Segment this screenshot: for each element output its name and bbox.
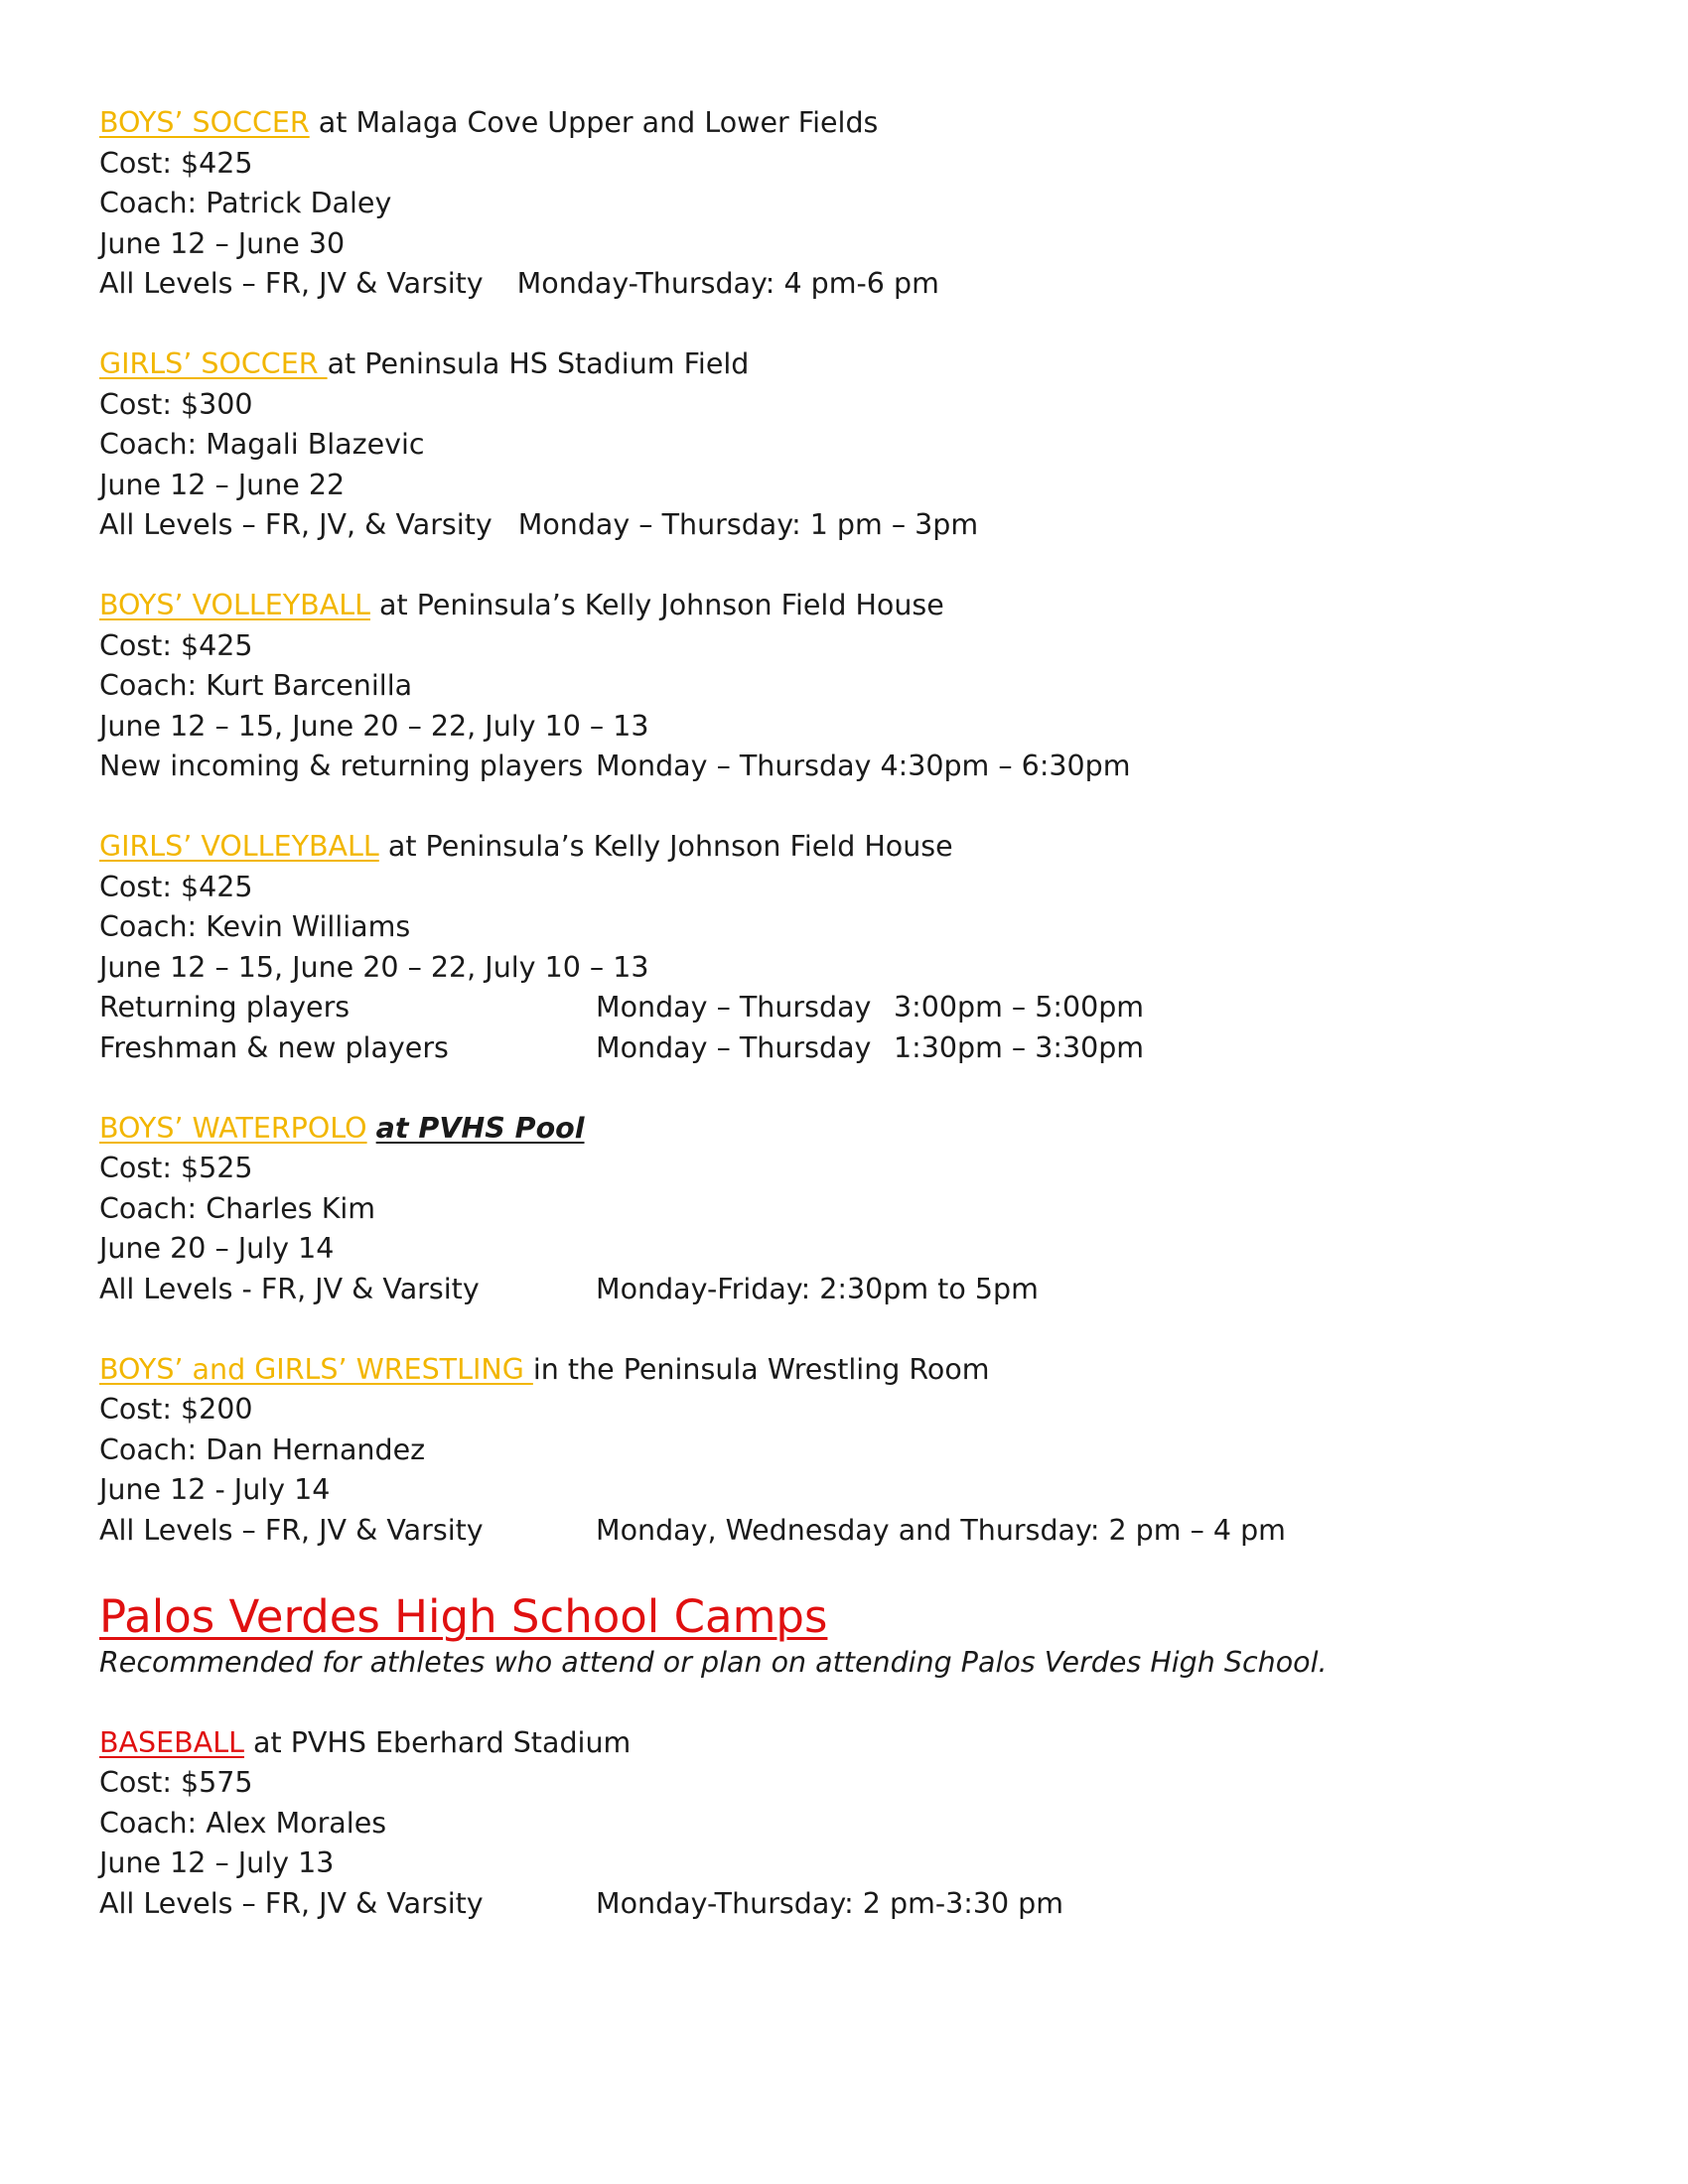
- level: All Levels – FR, JV & Varsity: [99, 1886, 484, 1920]
- coach: Coach: Dan Hernandez: [99, 1433, 426, 1466]
- time: 1:30pm – 3:30pm: [894, 1030, 1145, 1064]
- camp-schedule-page: [99, 103, 1589, 1965]
- schedule: Monday-Friday: 2:30pm to 5pm: [596, 1272, 1039, 1305]
- sport-title[interactable]: BOYS’ VOLLEYBALL: [99, 589, 370, 621]
- schedule: Monday, Wednesday and Thursday: 2 pm – 4 pm: [596, 1513, 1286, 1547]
- cost: Cost: $425: [99, 870, 253, 903]
- camp-boys-volleyball: [99, 586, 1589, 787]
- cost: Cost: $425: [99, 628, 253, 662]
- location: in the Peninsula Wrestling Room: [532, 1352, 990, 1386]
- sport-title[interactable]: BOYS’ SOCCER: [99, 106, 310, 139]
- days: Monday – Thursday: [596, 991, 872, 1024]
- cost: Cost: $575: [99, 1766, 253, 1799]
- group: Freshman & new players: [99, 1030, 449, 1064]
- coach: Coach: Patrick Daley: [99, 187, 392, 219]
- sport-title[interactable]: GIRLS’ VOLLEYBALL: [99, 830, 379, 863]
- level: New incoming & returning players: [99, 750, 584, 782]
- sport-title[interactable]: BOYS’ WATERPOLO: [99, 1111, 367, 1145]
- cost: Cost: $425: [99, 146, 253, 180]
- days: Monday – Thursday: [596, 1030, 872, 1064]
- coach: Coach: Kevin Williams: [99, 910, 411, 943]
- schedule: Monday-Thursday: 2 pm-3:30 pm: [596, 1886, 1064, 1920]
- dates: June 12 – June 30: [99, 226, 346, 260]
- camp-boys-soccer: [99, 103, 1589, 305]
- location: at Peninsula HS Stadium Field: [327, 347, 750, 380]
- camp-girls-volleyball: [99, 827, 1589, 1068]
- coach: Coach: Alex Morales: [99, 1806, 387, 1840]
- dates: June 12 – July 13: [99, 1846, 335, 1879]
- sport-title[interactable]: GIRLS’ SOCCER: [99, 347, 328, 380]
- cost: Cost: $200: [99, 1393, 253, 1426]
- level: All Levels – FR, JV & Varsity: [99, 267, 484, 300]
- dates: June 12 – 15, June 20 – 22, July 10 – 13: [99, 950, 649, 984]
- cost: Cost: $300: [99, 387, 253, 421]
- coach: Coach: Charles Kim: [99, 1191, 376, 1225]
- camp-baseball: [99, 1723, 1589, 1925]
- location: at Malaga Cove Upper and Lower Fields: [309, 106, 879, 139]
- dates: June 12 - July 14: [99, 1473, 331, 1506]
- dates: June 12 – 15, June 20 – 22, July 10 – 13: [99, 709, 649, 743]
- coach: Coach: Kurt Barcenilla: [99, 669, 413, 702]
- camp-girls-soccer: [99, 344, 1589, 546]
- location: at Peninsula’s Kelly Johnson Field House: [378, 830, 953, 863]
- section-title: Palos Verdes High School Camps: [99, 1589, 828, 1643]
- level: All Levels - FR, JV & Varsity: [99, 1272, 480, 1305]
- sport-title[interactable]: BOYS’ and GIRLS’ WRESTLING: [99, 1352, 533, 1386]
- camp-wrestling: [99, 1350, 1589, 1552]
- group: Returning players: [99, 991, 351, 1024]
- time: 3:00pm – 5:00pm: [894, 991, 1145, 1024]
- schedule: Monday – Thursday 4:30pm – 6:30pm: [596, 750, 1131, 782]
- location: at PVHS Eberhard Stadium: [243, 1725, 632, 1759]
- camp-boys-waterpolo: [99, 1109, 1589, 1310]
- sport-title[interactable]: BASEBALL: [99, 1725, 244, 1759]
- level: All Levels – FR, JV & Varsity: [99, 1513, 484, 1547]
- coach: Coach: Magali Blazevic: [99, 428, 425, 461]
- cost: Cost: $525: [99, 1152, 253, 1184]
- section-subtitle: Recommended for athletes who attend or plan on attending Palos Verdes High School.: [99, 1645, 1328, 1679]
- dates: June 20 – July 14: [99, 1232, 335, 1265]
- schedule: Monday-Thursday: 4 pm-6 pm: [516, 267, 939, 300]
- level: All Levels – FR, JV, & Varsity: [99, 508, 492, 541]
- schedule: Monday – Thursday: 1 pm – 3pm: [517, 508, 979, 541]
- location: at Peninsula’s Kelly Johnson Field House: [369, 589, 944, 621]
- location: at PVHS Pool: [375, 1111, 585, 1145]
- dates: June 12 – June 22: [99, 468, 346, 501]
